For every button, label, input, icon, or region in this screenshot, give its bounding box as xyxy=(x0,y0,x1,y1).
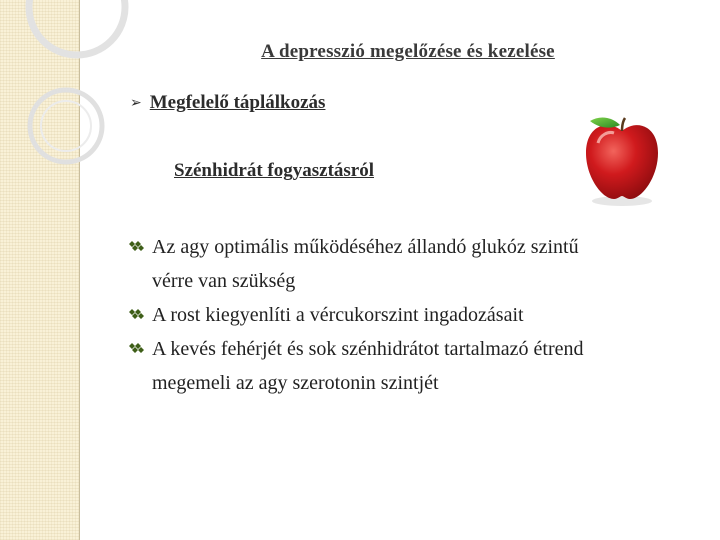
arrow-bullet-icon: ➢ xyxy=(130,95,142,111)
diamond-bullet-icon xyxy=(128,230,146,254)
list-item xyxy=(128,332,688,400)
subheading: Szénhidrát fogyasztásról xyxy=(174,160,375,181)
diamond-bullet-icon xyxy=(128,298,146,322)
title-area xyxy=(0,0,720,80)
slide-title: A depresszió megelőzése és kezelése xyxy=(261,41,555,62)
list-item-text-cont: vérre van szükség xyxy=(152,270,296,292)
list-item-text: A rost kiegyenlíti a vércukorszint ingadozásait xyxy=(152,304,524,326)
apple-image xyxy=(578,85,664,217)
main-bullet xyxy=(130,92,325,114)
list-item xyxy=(128,230,688,298)
diamond-bullet-icon xyxy=(128,332,146,356)
list-item-text: A kevés fehérjét és sok szénhidrátot tartalmazó étrend xyxy=(152,338,584,360)
bullet-list xyxy=(128,230,688,400)
list-item-text-cont: megemeli az agy szerotonin szintjét xyxy=(152,372,439,394)
list-item-text: Az agy optimális működéséhez állandó glukóz szintű xyxy=(152,236,579,258)
main-bullet-text: Megfelelő táplálkozás xyxy=(149,92,326,113)
list-item xyxy=(128,298,688,332)
